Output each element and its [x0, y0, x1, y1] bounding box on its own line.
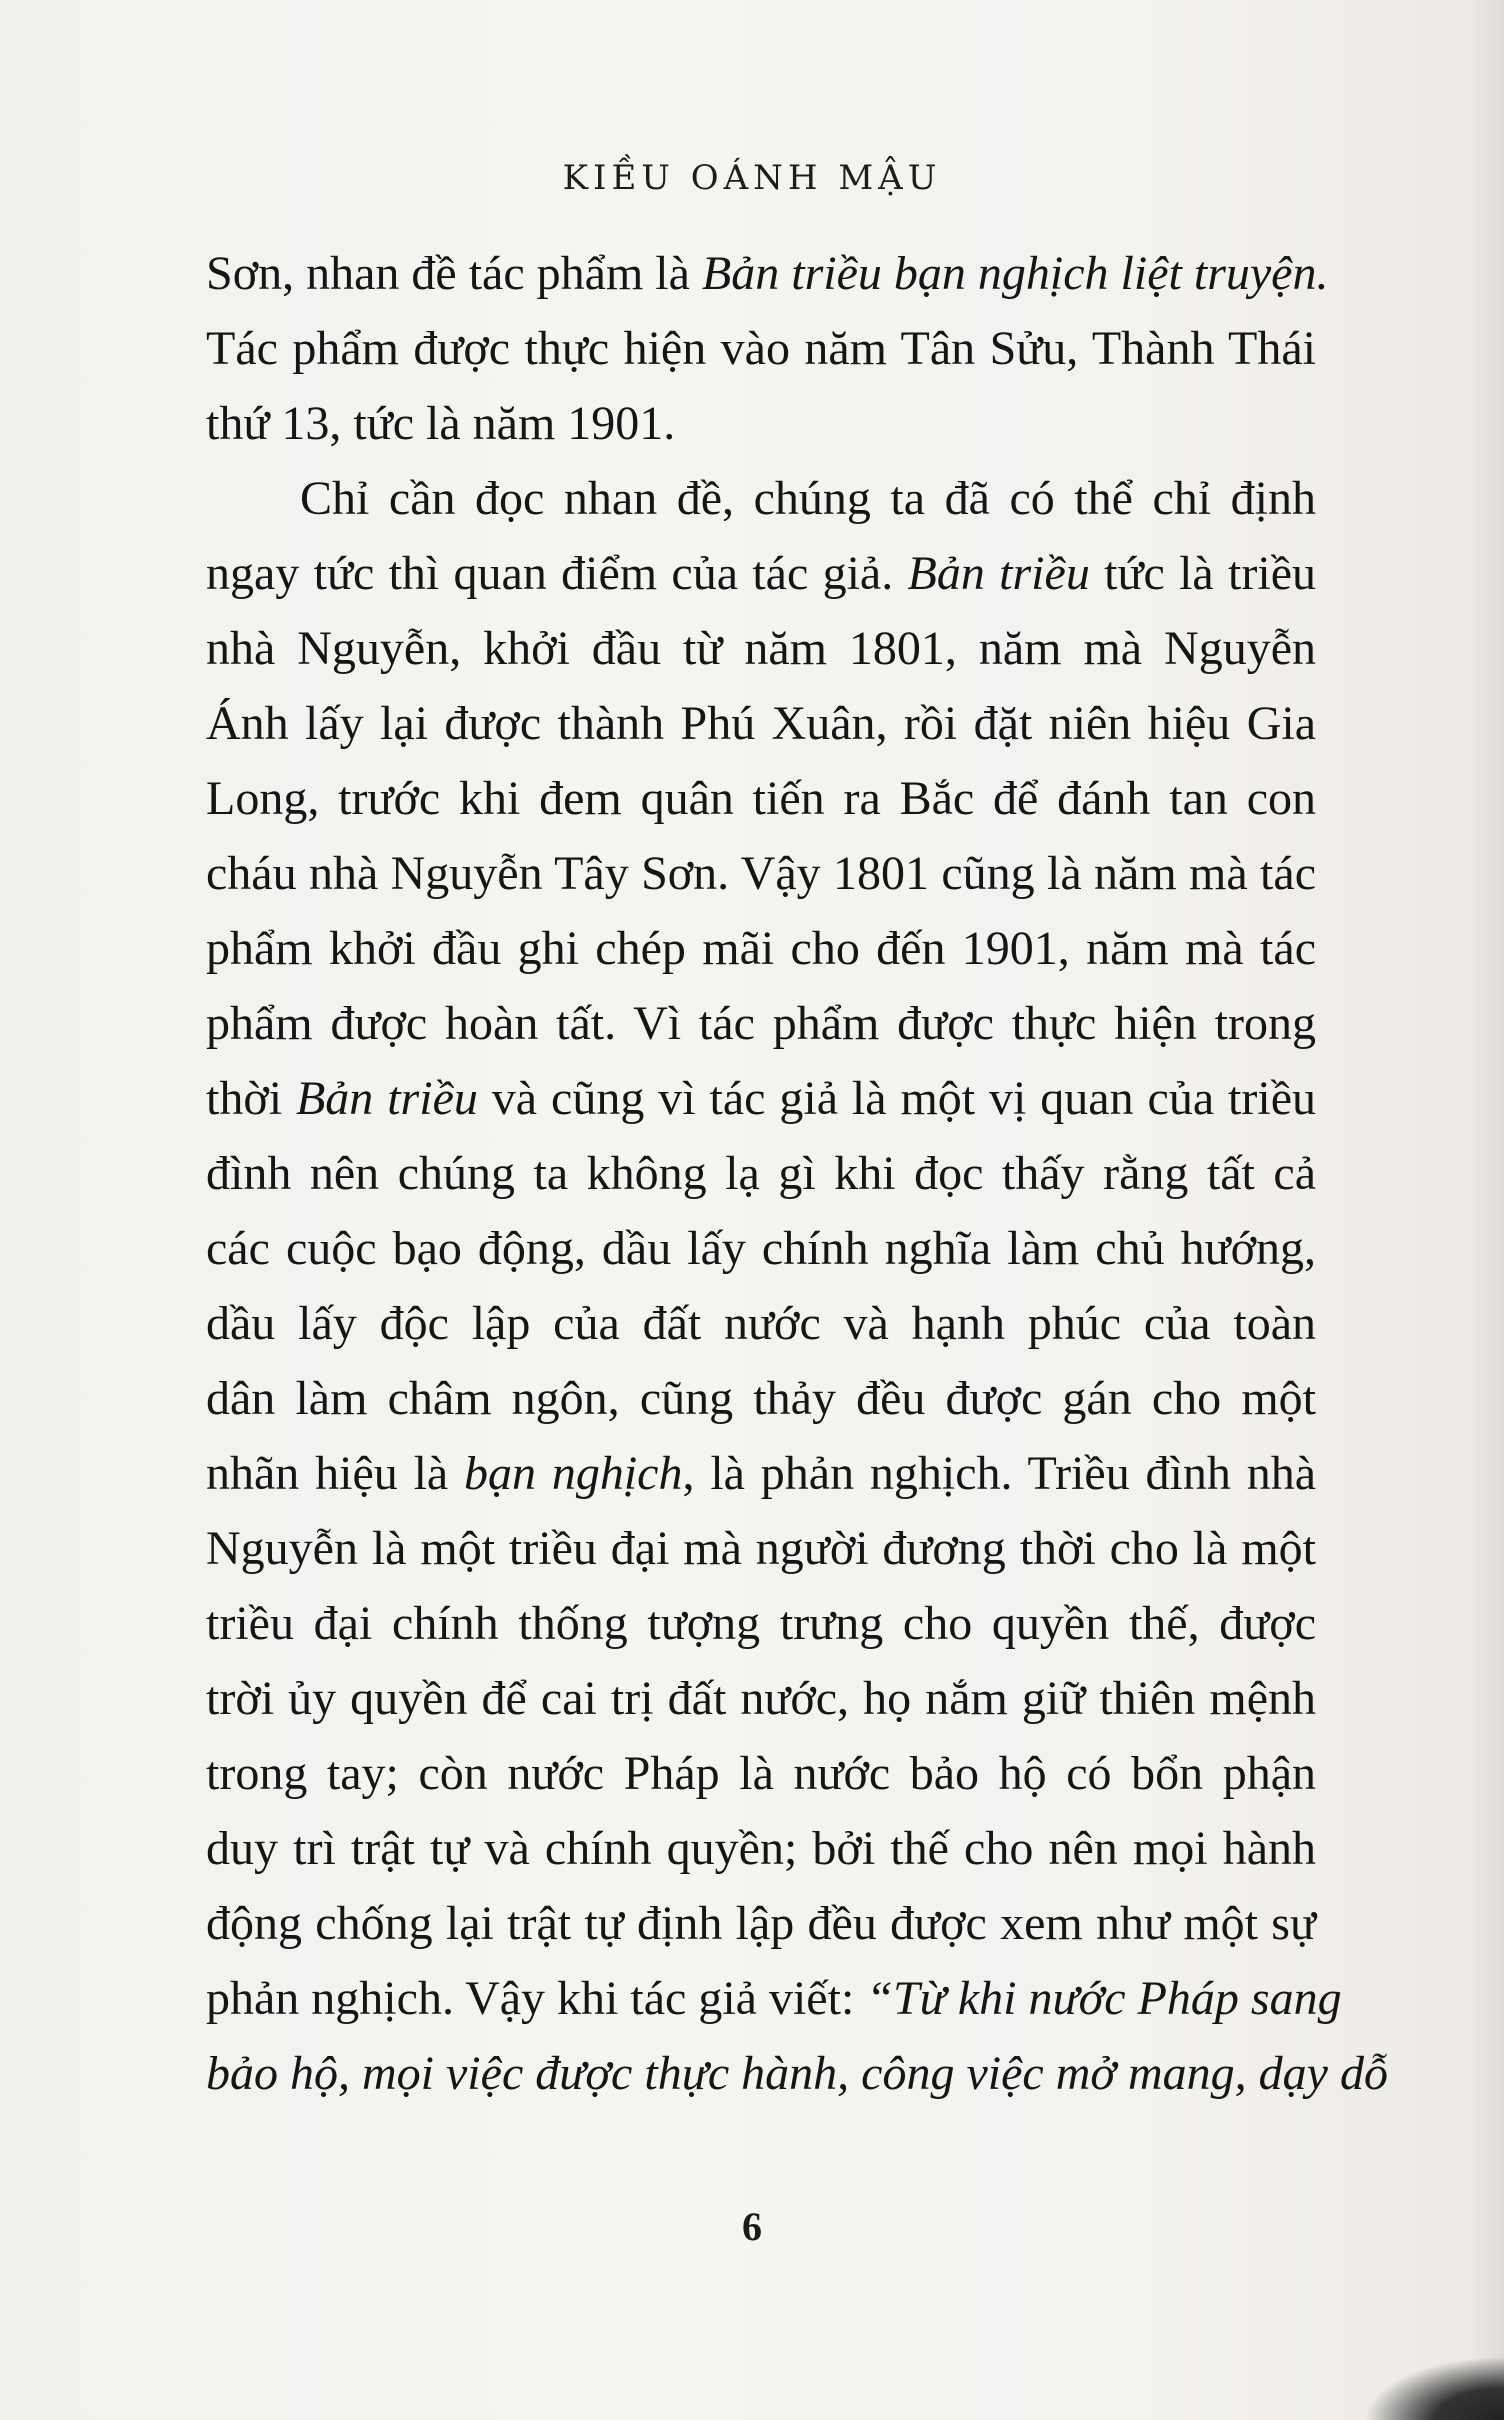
text-segment: Nguyễn là một triều đại mà người đương thời cho là một	[206, 1522, 1316, 1575]
text-line	[206, 1436, 1316, 1511]
text-line	[206, 2036, 1388, 2111]
text-segment: các cuộc bạo động, dầu lấy chính nghĩa làm chủ hướng,	[206, 1222, 1316, 1275]
text-segment: động chống lại trật tự định lập đều được xem như một sự	[206, 1897, 1316, 1950]
text-segment: tức là triều	[1089, 547, 1316, 600]
text-line	[206, 1661, 1316, 1736]
text-line	[206, 1886, 1316, 1961]
text-segment: thời	[206, 1072, 296, 1125]
text-segment: nhà Nguyễn, khởi đầu từ năm 1801, năm mà Nguyễn	[206, 622, 1316, 675]
text-segment: trong tay; còn nước Pháp là nước bảo hộ có bổn phận	[206, 1747, 1316, 1800]
text-line	[206, 1811, 1316, 1886]
text-line	[206, 1736, 1316, 1811]
text-line	[206, 1961, 1342, 2036]
italic-text: Bản triều	[295, 1072, 478, 1125]
text-line	[206, 536, 1316, 611]
text-segment: Chỉ cần đọc nhan đề, chúng ta đã có thể chỉ định	[300, 472, 1316, 525]
text-segment: và cũng vì tác giả là một vị quan của triều	[477, 1072, 1317, 1125]
text-segment: trời ủy quyền để cai trị đất nước, họ nắm giữ thiên mệnh	[206, 1672, 1316, 1725]
page-number: 6	[742, 2204, 762, 2249]
text-segment: phẩm khởi đầu ghi chép mãi cho đến 1901, năm mà tác	[206, 922, 1316, 975]
text-segment: dầu lấy độc lập của đất nước và hạnh phúc của toàn	[206, 1297, 1316, 1350]
italic-text: Bản triều bạn nghịch liệt truyện.	[701, 247, 1329, 300]
text-segment: , là phản nghịch. Triều đình nhà	[682, 1447, 1317, 1500]
body-text	[206, 236, 1388, 2111]
text-line	[206, 1136, 1316, 1211]
text-segment: triều đại chính thống tượng trưng cho quyền thế, được	[206, 1597, 1316, 1650]
text-line	[206, 461, 1316, 536]
page-corner-shadow	[1364, 2356, 1504, 2420]
text-line	[206, 1586, 1316, 1661]
text-line	[206, 1286, 1316, 1361]
text-line	[206, 1511, 1316, 1586]
text-segment: Tác phẩm được thực hiện vào năm Tân Sửu, Thành Thái	[206, 322, 1316, 375]
text-segment: Ánh lấy lại được thành Phú Xuân, rồi đặt niên hiệu Gia	[206, 697, 1316, 750]
text-segment: cháu nhà Nguyễn Tây Sơn. Vậy 1801 cũng là năm mà tác	[206, 847, 1316, 900]
text-line	[206, 611, 1316, 686]
text-segment: dân làm châm ngôn, cũng thảy đều được gán cho một	[206, 1372, 1316, 1425]
italic-text: bảo hộ, mọi việc được thực hành, công việc mở mang, dạy dỗ	[206, 2047, 1388, 2100]
text-line	[206, 836, 1316, 911]
text-line	[206, 1061, 1316, 1136]
text-line	[206, 1211, 1316, 1286]
text-segment: đình nên chúng ta không lạ gì khi đọc thấy rằng tất cả	[206, 1147, 1316, 1200]
text-line	[206, 911, 1316, 986]
text-line	[206, 236, 1329, 311]
text-segment: ngay tức thì quan điểm của tác giả.	[206, 547, 908, 600]
italic-text: Bản triều	[907, 547, 1090, 600]
italic-text: “Từ khi nước Pháp sang	[866, 1972, 1342, 2025]
text-line	[206, 761, 1316, 836]
text-line	[206, 386, 1316, 461]
text-line	[206, 986, 1316, 1061]
text-segment: Sơn, nhan đề tác phẩm là	[206, 247, 702, 300]
text-segment: thứ 13, tức là năm 1901.	[206, 397, 676, 450]
text-line	[206, 311, 1316, 386]
text-segment: duy trì trật tự và chính quyền; bởi thế cho nên mọi hành	[206, 1822, 1316, 1875]
text-segment: nhãn hiệu là	[206, 1447, 465, 1500]
text-line	[206, 686, 1316, 761]
text-segment: phẩm được hoàn tất. Vì tác phẩm được thực hiện trong	[206, 997, 1316, 1050]
running-head: KIỀU OÁNH MẬU	[562, 158, 942, 198]
text-line	[206, 1361, 1316, 1436]
italic-text: bạn nghịch	[464, 1447, 683, 1500]
text-segment: Long, trước khi đem quân tiến ra Bắc để đánh tan con	[206, 772, 1316, 825]
text-segment: phản nghịch. Vậy khi tác giả viết:	[206, 1972, 867, 2025]
page-edge-shadow	[1468, 0, 1504, 2420]
